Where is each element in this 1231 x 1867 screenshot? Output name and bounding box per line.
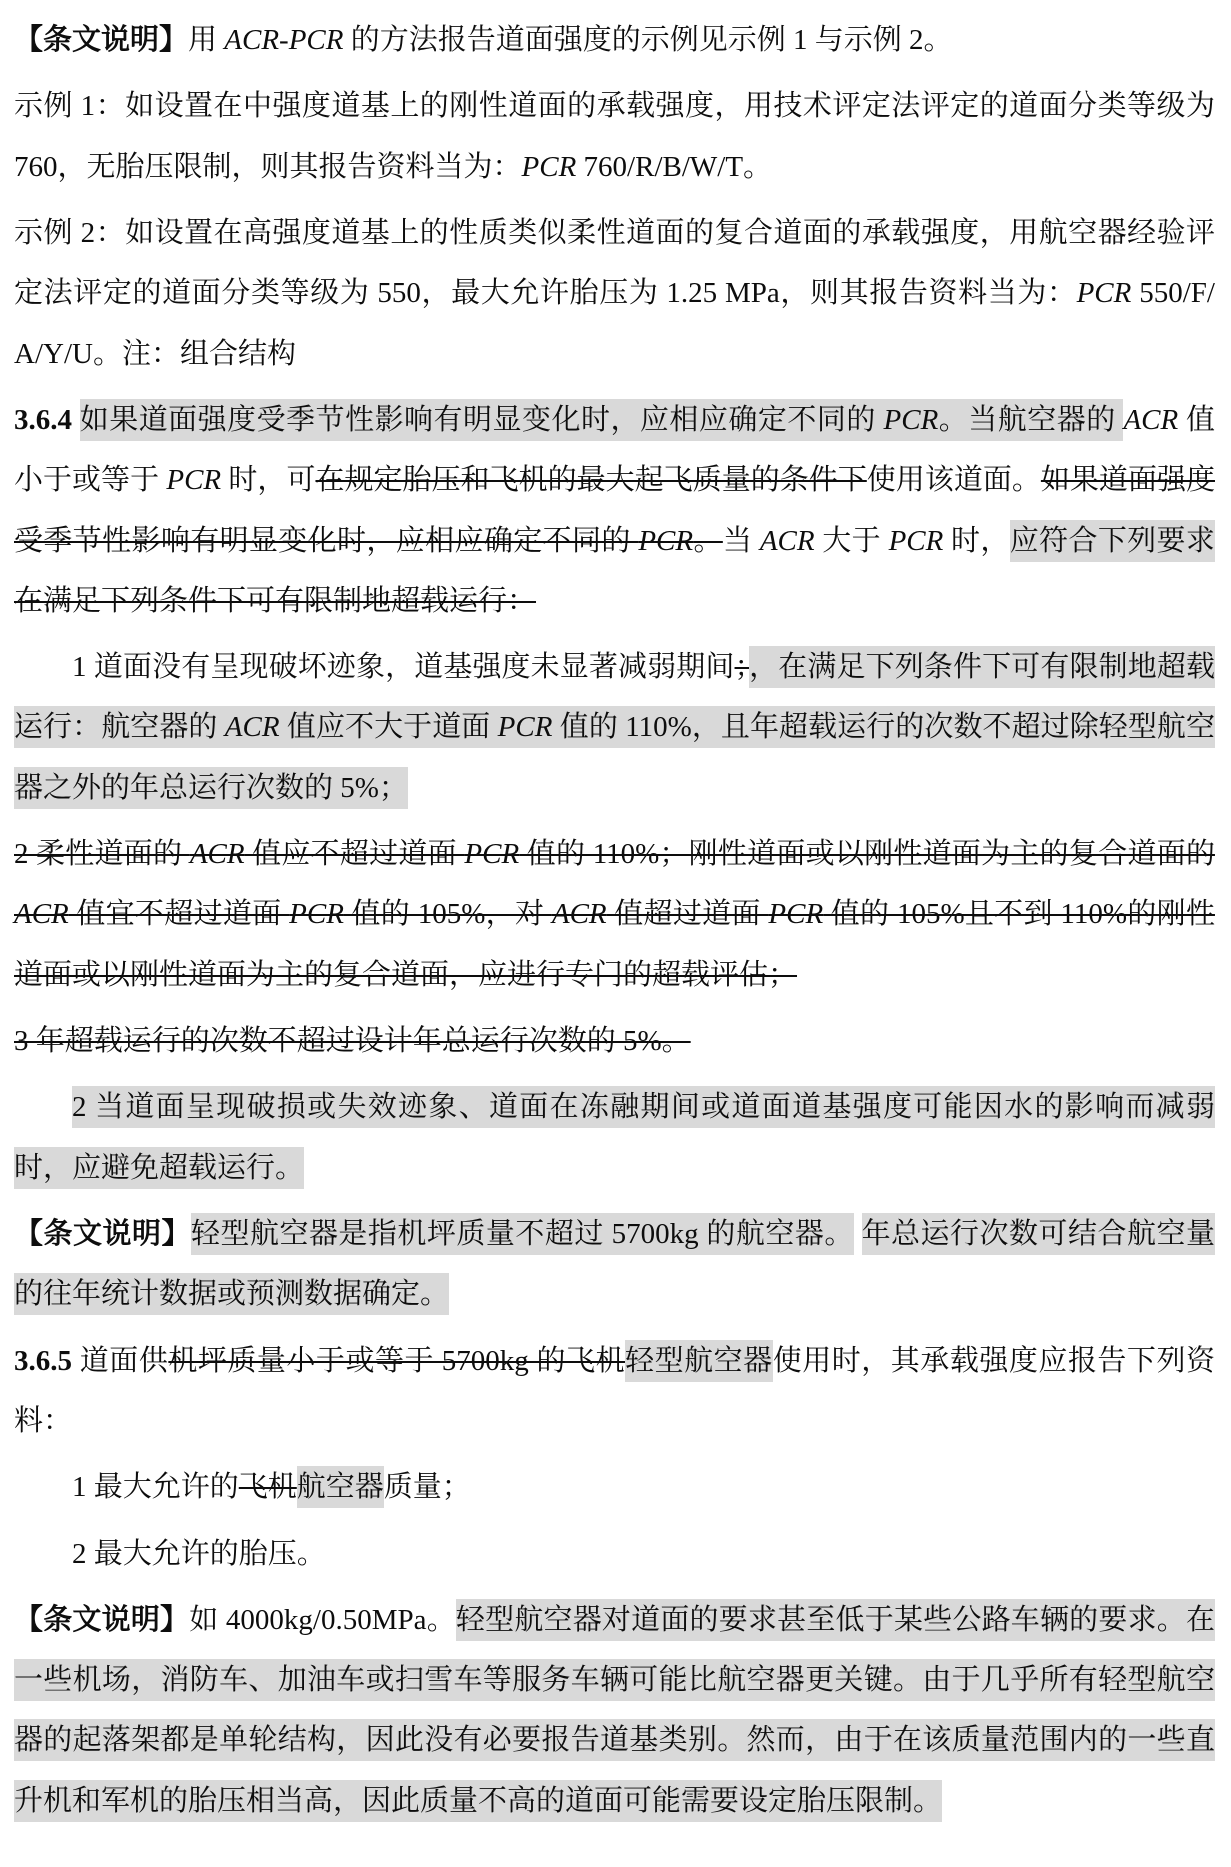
deleted-text: 2 柔性道面的 (14, 838, 190, 871)
deleted-text: 飞机 (238, 1471, 297, 1504)
text-run: ACR (759, 524, 815, 557)
text-run: 3.6.5 (14, 1344, 80, 1377)
deleted-text: PCR (638, 524, 694, 557)
deleted-text: ACR (189, 838, 245, 871)
item-1-overload-conditions (14, 637, 1215, 818)
deleted-text: PCR (464, 838, 520, 871)
example-1 (14, 76, 1215, 197)
deleted-text: 值的 105%，对 (343, 898, 552, 931)
text-run: 质量； (383, 1471, 471, 1504)
text-run: 如 4000kg/0.50MPa。 (189, 1603, 456, 1636)
inserted-text: 如果道面强度受季节性影响有明显变化时，应相应确定不同的 (80, 399, 884, 441)
section-3-6-5 (14, 1331, 1215, 1452)
text-run: ACR (1123, 403, 1179, 436)
inserted-text: 年总运行次数可结合航空量的往年统计数据或预测数据确定。 (14, 1213, 1215, 1315)
inserted-text: 轻型航空器 (625, 1340, 773, 1382)
clause-note-light-aircraft (14, 1204, 1215, 1325)
text-run: 当 (722, 524, 760, 557)
text-run: 时，可 (221, 464, 316, 497)
inserted-text: 应符合下列要求 (1010, 520, 1215, 562)
text-run: 760/R/B/W/T。 (576, 150, 773, 183)
text-run: PCR (521, 150, 577, 183)
text-run (854, 1218, 862, 1250)
deleted-text: 机坪质量小于或等于 5700kg 的飞机 (168, 1344, 626, 1377)
text-run: 大于 (814, 524, 889, 557)
deleted-text: 值应不超过道面 (244, 838, 465, 871)
inserted-text: PCR (498, 706, 553, 748)
deleted-text: ACR (14, 898, 69, 931)
deleted-text: 如果道面强度受季节性影响有明显变化时，应相应确定不同的 (14, 464, 1215, 557)
inserted-text: 航空器 (297, 1466, 384, 1508)
text-run: 【条文说明】 (14, 24, 189, 56)
inserted-text: ACR (225, 706, 280, 748)
text-run: 2 最大允许的胎压。 (72, 1537, 326, 1570)
text-run: PCR (888, 524, 944, 557)
deleted-text: 值宜不超过道面 (68, 898, 290, 931)
text-run: PCR (166, 464, 222, 497)
deleted-text: 3 年超载运行的次数不超过设计年总运行次数的 5%。 (14, 1025, 691, 1057)
example-2 (14, 203, 1215, 384)
inserted-text: 轻型航空器是指机坪质量不超过 5700kg 的航空器。 (191, 1213, 854, 1255)
inserted-text: 。当航空器的 (938, 399, 1123, 441)
clause-note-4000kg (14, 1590, 1215, 1831)
text-run: 时， (943, 524, 1010, 557)
text-run: 使用该道面。 (866, 464, 1041, 497)
deleted-text: ； (734, 651, 750, 684)
item-2-max-tire-pressure (14, 1524, 1215, 1584)
deleted-text: PCR (289, 898, 344, 931)
deleted-text: 值的 105%且不到 110%的刚性道面或以刚性道面为主的复合道面，应进行专门的超载评估； (14, 898, 1215, 991)
text-run: 1 道面没有呈现破坏迹象，道基强度未显著减弱期间 (72, 651, 735, 684)
inserted-text: 轻型航空器对道面的要求甚至低于某些公路车辆的要求。在一些机场，消防车、加油车或扫雪车等服务车辆可能比航空器更关键。由于几乎所有轻型航空器的起落架都是单轮结构，因此没有必要报告道基类别。然而，由于在该质量范围内的一些直升机和军机的胎压相当高，因此质量不高的道面可能需要设定胎压限制。 (14, 1599, 1215, 1822)
text-run: 示例 1：如设置在中强度道基上的刚性道面的承载强度，用技术评定法评定的道面分类等级为 760，无胎压限制，则其报告资料当为： (14, 90, 1215, 183)
document-body (14, 10, 1215, 1831)
inserted-text: 值应不大于道面 (280, 706, 498, 748)
text-run: 1 最大允许的 (72, 1471, 239, 1504)
text-run: 使用时，其承载强度应报告下列资料： (14, 1344, 1215, 1437)
deleted-text: 在满足下列条件下可有限制地超载运行： (14, 584, 537, 617)
deleted-text: 值超过道面 (606, 898, 769, 931)
section-3-6-4 (14, 390, 1215, 631)
text-run: PCR (1076, 277, 1132, 310)
text-run: 的方法报告道面强度的示例见示例 1 与示例 2。 (343, 24, 953, 56)
clause-note-acr-pcr (14, 10, 1215, 70)
inserted-text: 2 当道面呈现破损或失效迹象、道面在冻融期间或道面道基强度可能因水的影响而减弱时，应避免超载运行。 (14, 1086, 1215, 1188)
text-run: 示例 2：如设置在高强度道基上的性质类似柔性道面的复合道面的承载强度，用航空器经验评定法评定的道面分类等级为 550，最大允许胎压为 1.25 MPa，则其报告资料当为： (14, 216, 1215, 310)
text-run: 【条文说明】 (14, 1603, 190, 1636)
inserted-text: PCR (884, 399, 939, 441)
item-2-avoid-overload (14, 1077, 1215, 1198)
deleted-text: 在规定胎压和飞机的最大起飞质量的条件下 (315, 464, 867, 497)
text-run: 550/F/A/Y/U。注：组合结构 (14, 277, 1215, 370)
deleted-text: 值的 110%；刚性道面或以刚性道面为主的复合道面的 (519, 838, 1215, 871)
text-run: 道面供 (79, 1344, 169, 1377)
deleted-item-2 (14, 824, 1215, 1005)
inserted-text: ，在满足下列条件下可有限制地超载运行：航空器的 (14, 646, 1215, 748)
deleted-text: 。 (693, 524, 723, 557)
deleted-item-3 (14, 1011, 1215, 1071)
document-page (14, 10, 1215, 1831)
text-run: 用 (188, 24, 225, 56)
deleted-text: PCR (768, 898, 824, 931)
text-run: 【条文说明】 (14, 1217, 191, 1250)
inserted-text: 值的 110%，且年超载运行的次数不超过除轻型航空器之外的年总运行次数的 5%； (14, 706, 1215, 808)
deleted-text: ACR (551, 898, 607, 931)
text-run: 值小于或等于 (14, 403, 1215, 497)
item-1-max-mass (14, 1457, 1215, 1517)
text-run: 3.6.4 (14, 403, 80, 436)
text-run: ACR-PCR (224, 24, 344, 56)
